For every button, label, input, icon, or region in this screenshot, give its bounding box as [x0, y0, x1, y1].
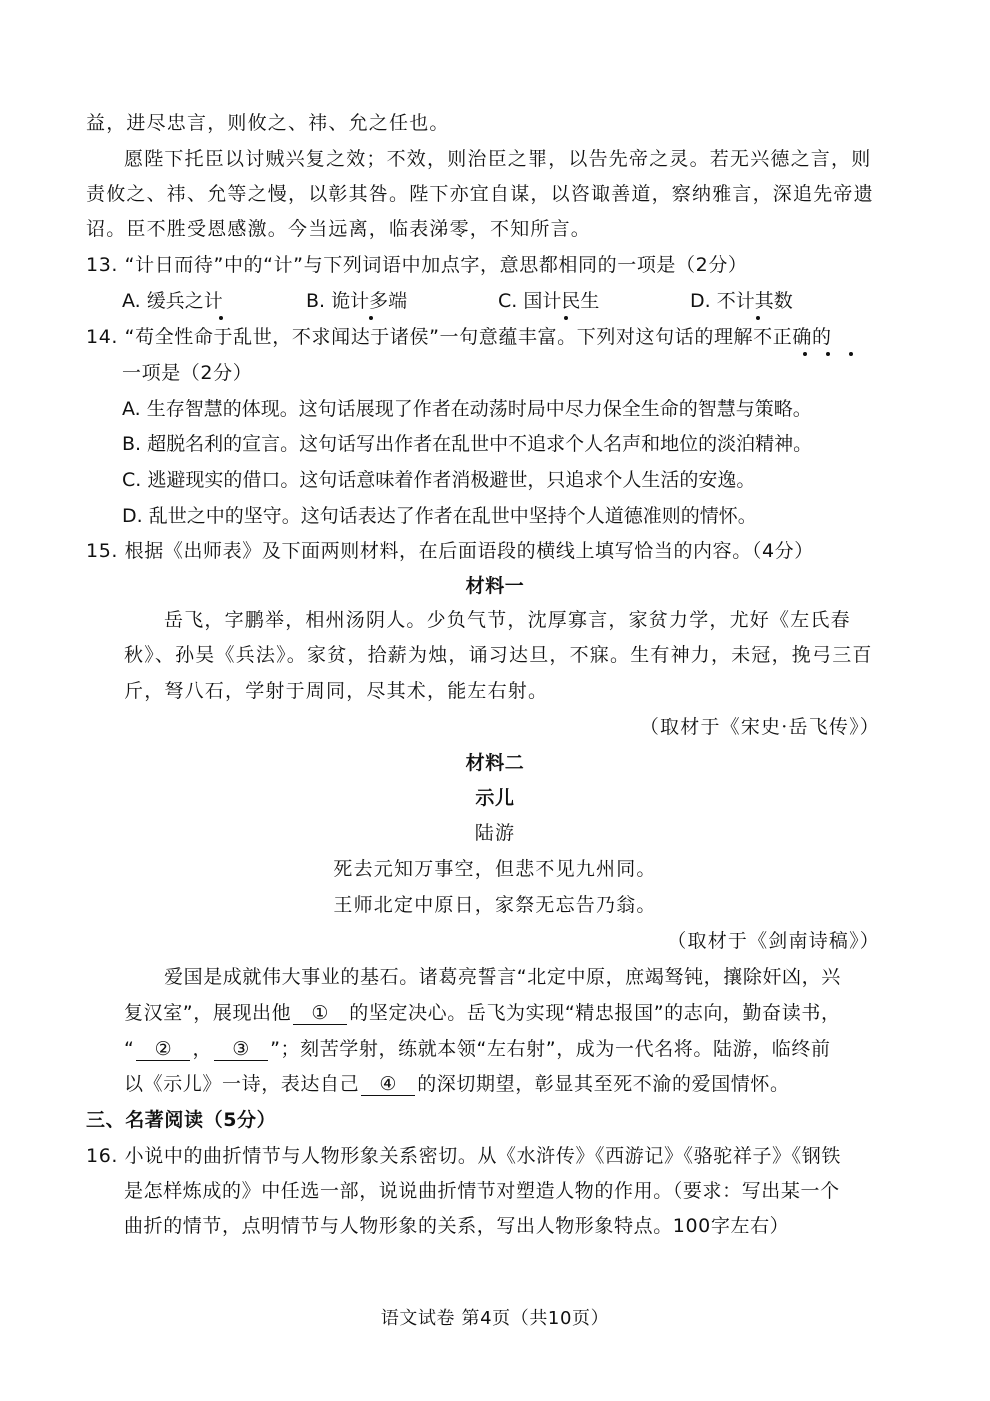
- question-13-stem: 13. “计日而待”中的“计”与下列词语中加点字，意思都相同的一项是（2分）: [86, 254, 748, 276]
- paragraph-line-3: [124, 1036, 831, 1062]
- poem-author: 陆游: [474, 822, 516, 844]
- question-13-option-c: C. 国计民生: [498, 290, 600, 312]
- answer-blank-2[interactable]: ②: [136, 1038, 190, 1061]
- material-2-title: 材料二: [465, 752, 525, 774]
- emphasis-dot: [756, 316, 760, 320]
- poem-line-2: 王师北定中原日，家祭无忘告乃翁。: [333, 894, 657, 916]
- emphasis-dot: [803, 352, 807, 356]
- passage-line-4: 诏。臣不胜受恩感激。今当远离，临表涕零，不知所言。: [86, 218, 592, 240]
- paragraph-text: ，: [192, 1038, 213, 1060]
- paragraph-text: 的坚定决心。岳飞为实现“精忠报国”的志向，勤奋读书，: [349, 1002, 841, 1024]
- poem-title: 示儿: [475, 787, 515, 809]
- question-16-line-1: 16. 小说中的曲折情节与人物形象关系密切。从《水浒传》《西游记》《骆驼祥子》《钢铁: [86, 1145, 841, 1167]
- passage-line-2: 愿陛下托臣以讨贼兴复之效；不效，则治臣之罪，以告先帝之灵。若无兴德之言，则: [124, 148, 872, 170]
- question-14-option-a: A. 生存智慧的体现。这句话展现了作者在动荡时局中尽力保全生命的智慧与策略。: [122, 398, 812, 420]
- emphasis-dot: [826, 352, 830, 356]
- emphasis-dot: [219, 316, 223, 320]
- question-13-option-d: D. 不计其数: [690, 290, 793, 312]
- paragraph-text: 复汉室”，展现出他: [124, 1002, 292, 1024]
- question-13-option-b: B. 诡计多端: [306, 290, 408, 312]
- material-2-source: （取材于《剑南诗稿》）: [667, 930, 880, 952]
- emphasis-dot: [564, 316, 568, 320]
- question-14-option-d: D. 乱世之中的坚守。这句话表达了作者在乱世中坚持个人道德准则的情怀。: [122, 505, 757, 527]
- material-1-line-2: 秋》、孙吴《兵法》。家贫，拾薪为烛，诵习达旦，不寐。生有神力，未冠，挽弓三百: [124, 644, 873, 666]
- paragraph-text: ”；刻苦学射，练就本领“左右射”，成为一代名将。陆游，临终前: [270, 1038, 831, 1060]
- question-14-option-c: C. 逃避现实的借口。这句话意味着作者消极避世，只追求个人生活的安逸。: [122, 469, 756, 491]
- paragraph-line-2: [124, 1000, 841, 1026]
- question-13-option-a: A. 缓兵之计: [122, 290, 223, 312]
- question-14-stem-line-2: 一项是（2分）: [122, 362, 253, 384]
- section-3-heading: 三、名著阅读（5分）: [86, 1109, 277, 1131]
- paragraph-text: 的深切期望，彰显其至死不渝的爱国情怀。: [417, 1073, 790, 1095]
- page-footer: 语文试卷 第4页（共10页）: [380, 1308, 610, 1329]
- paragraph-text: 以《示儿》一诗，表达自己: [124, 1073, 360, 1095]
- material-1-title: 材料一: [465, 575, 525, 597]
- answer-blank-1[interactable]: ①: [293, 1002, 347, 1025]
- question-16-line-3: 曲折的情节，点明情节与人物形象的关系，写出人物形象特点。100字左右）: [124, 1215, 790, 1237]
- question-14-stem-line-1: 14. “苟全性命于乱世，不求闻达于诸侯”一句意蕴丰富。下列对这句话的理解不正确的: [86, 326, 832, 348]
- passage-line-3: 责攸之、祎、允等之慢，以彰其咎。陛下亦宜自谋，以咨诹善道，察纳雅言，深追先帝遗: [86, 183, 874, 205]
- material-1-line-1: 岳飞，字鹏举，相州汤阴人。少负气节，沈厚寡言，家贫力学，尤好《左氏春: [164, 609, 851, 631]
- question-16-line-2: 是怎样炼成的》中任选一部，说说曲折情节对塑造人物的作用。（要求：写出某一个: [124, 1180, 840, 1202]
- material-1-line-3: 斤，弩八石，学射于周同，尽其术，能左右射。: [124, 680, 549, 702]
- emphasis-dot: [369, 316, 373, 320]
- answer-blank-4[interactable]: ④: [361, 1073, 415, 1096]
- paragraph-line-4: [124, 1071, 790, 1097]
- emphasis-dot: [849, 352, 853, 356]
- poem-line-1: 死去元知万事空，但悲不见九州同。: [333, 858, 657, 880]
- passage-line-1: 益，进尽忠言，则攸之、祎、允之任也。: [86, 112, 450, 134]
- paragraph-text: “: [124, 1038, 135, 1060]
- answer-blank-3[interactable]: ③: [214, 1038, 268, 1061]
- question-15-stem: 15. 根据《出师表》及下面两则材料，在后面语段的横线上填写恰当的内容。（4分）: [86, 540, 814, 562]
- question-14-option-b: B. 超脱名利的宣言。这句话写出作者在乱世中不追求个人名声和地位的淡泊精神。: [122, 433, 813, 455]
- paragraph-line-1: 爱国是成就伟大事业的基石。诸葛亮誓言“北定中原，庶竭驽钝，攘除奸凶，兴: [164, 966, 841, 988]
- material-1-source: （取材于《宋史·岳飞传》）: [639, 716, 880, 738]
